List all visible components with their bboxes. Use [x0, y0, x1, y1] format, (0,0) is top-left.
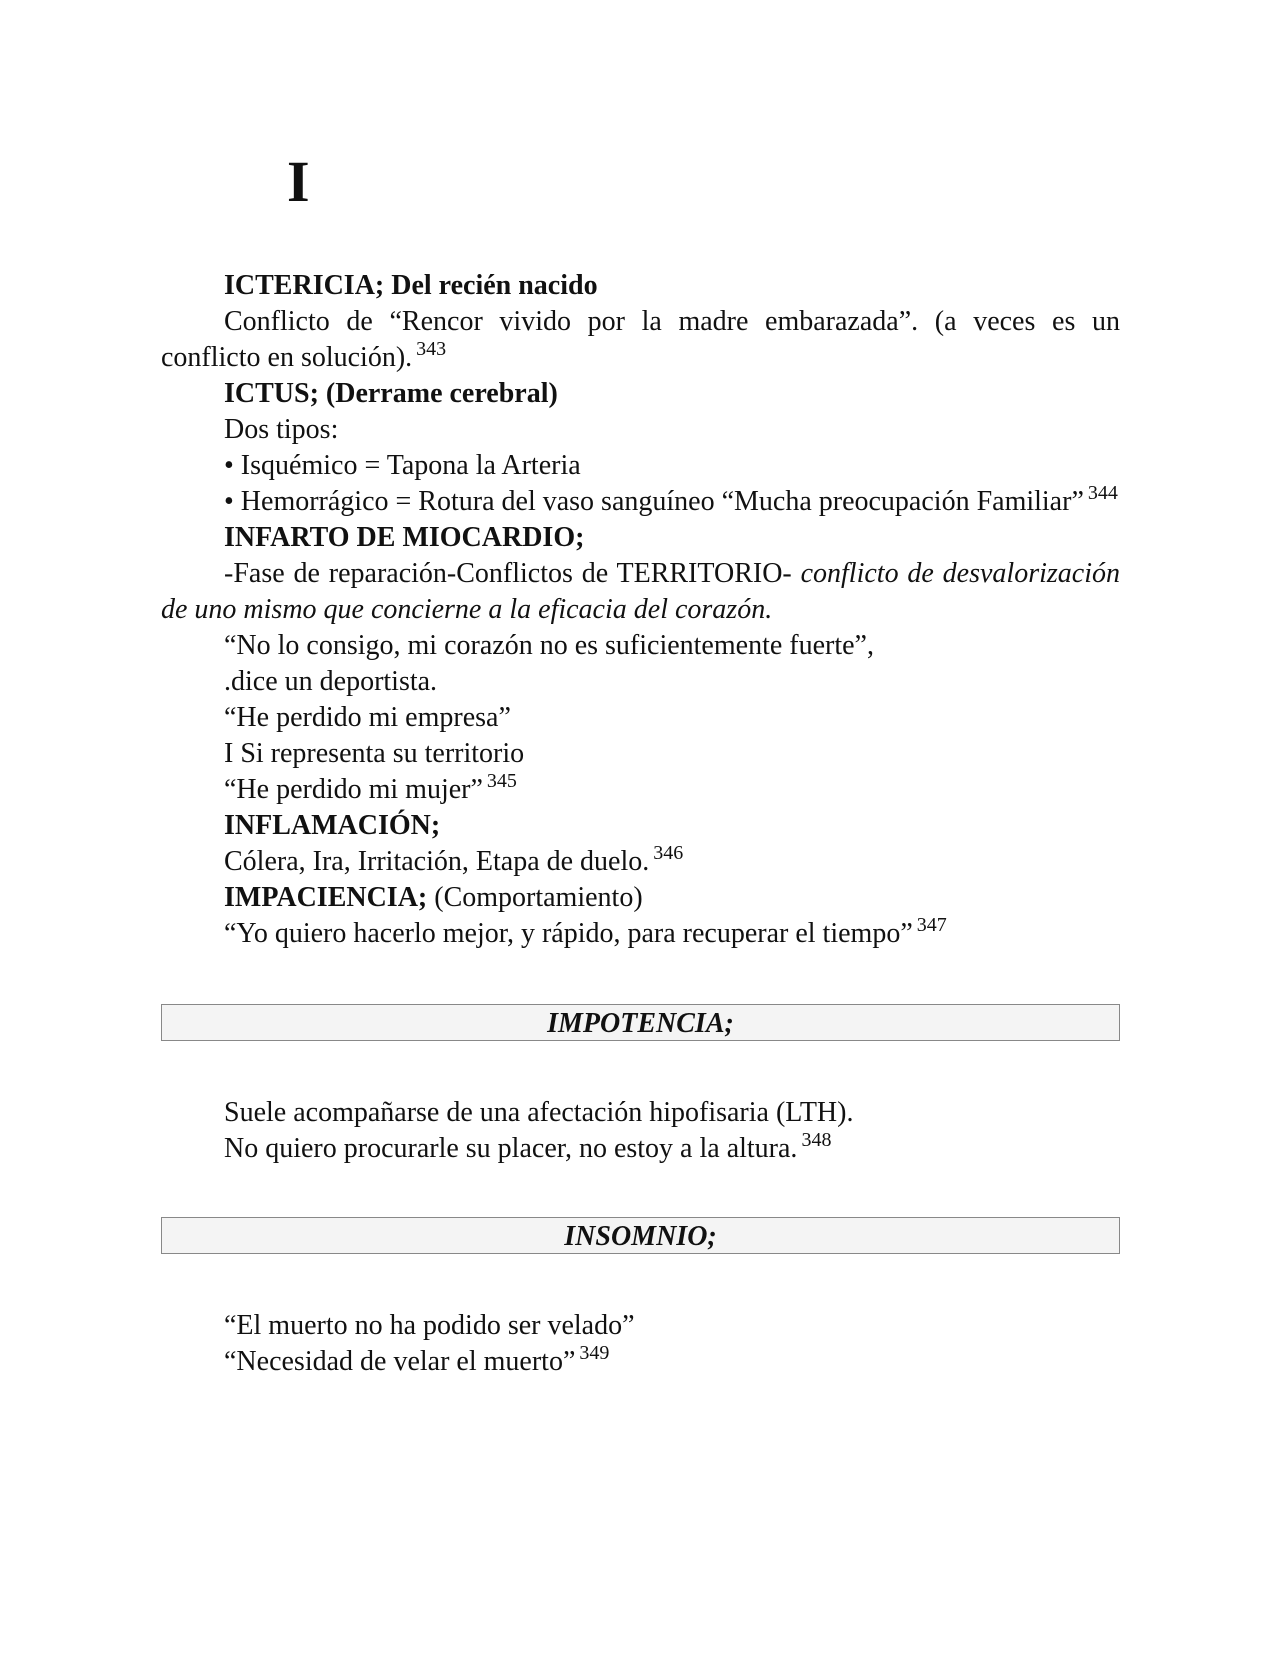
ictus-intro: Dos tipos:	[224, 414, 339, 445]
ictus-item2-text: • Hemorrágico = Rotura del vaso sanguíneo “Mucha preocupación Familiar”	[224, 486, 1084, 517]
infarto-text-plain: -Fase de reparación-Conflictos de TERRITORIO-	[224, 558, 792, 589]
impaciencia-text-body: “Yo quiero hacerlo mejor, y rápido, para recuperar el tiempo”	[224, 918, 913, 949]
boxed-heading-insomnio: INSOMNIO;	[161, 1217, 1120, 1254]
insomnio-quote-2	[161, 1344, 1120, 1380]
boxed-heading-impotencia: IMPOTENCIA;	[161, 1004, 1120, 1041]
footnote-ref-344: 344	[1087, 482, 1118, 504]
footnote-ref-348: 348	[801, 1129, 832, 1151]
entry-title-ictericia: ICTERICIA; Del recién nacido	[224, 270, 598, 301]
impotencia-line2-text: No quiero procurarle su placer, no estoy a la altura.	[224, 1133, 798, 1164]
footnote-ref-346: 346	[653, 842, 684, 864]
infarto-line-4: I Si representa su territorio	[224, 738, 525, 769]
entry-title-inflamacion: INFLAMACIÓN;	[224, 810, 441, 841]
impaciencia-text	[161, 916, 1120, 952]
insomnio-line2-text: “Necesidad de velar el muerto”	[224, 1346, 576, 1377]
impotencia-line-2	[161, 1131, 1120, 1167]
impotencia-line-1: Suele acompañarse de una afectación hipofisaria (LTH).	[224, 1097, 854, 1128]
infarto-text-italic: conflicto de desvalorización de uno mismo que concierne a la eficacia del corazón.	[161, 558, 1120, 625]
ictus-item-hemorragico	[161, 484, 1120, 520]
infarto-quote-3: “He perdido mi empresa”	[224, 702, 511, 733]
footnote-ref-345: 345	[486, 770, 517, 792]
entry-title-ictus: ICTUS; (Derrame cerebral)	[224, 378, 558, 409]
footnote-ref-349: 349	[579, 1342, 610, 1364]
impaciencia-title: IMPACIENCIA;	[224, 882, 428, 913]
ictericia-text: Conflicto de “Rencor vivido por la madre embarazada”. (a veces es un conflicto en solución).	[161, 306, 1120, 373]
document-body	[161, 268, 1120, 1380]
infarto-quote-5	[161, 772, 1120, 808]
infarto-text	[161, 556, 1120, 628]
ictus-item-isquemico: • Isquémico = Tapona la Arteria	[224, 450, 581, 481]
inflamacion-text-body: Cólera, Ira, Irritación, Etapa de duelo.	[224, 846, 650, 877]
impaciencia-subtitle: (Comportamiento)	[434, 882, 643, 913]
infarto-line-2: .dice un deportista.	[224, 666, 438, 697]
entry-title-impaciencia	[161, 880, 1120, 916]
footnote-ref-347: 347	[916, 914, 947, 936]
section-letter: I	[287, 149, 310, 214]
footnote-ref-343: 343	[416, 338, 447, 360]
infarto-quote-1: “No lo consigo, mi corazón no es suficientemente fuerte”,	[224, 630, 874, 661]
inflamacion-text	[161, 844, 1120, 880]
infarto-line5-text: “He perdido mi mujer”	[224, 774, 483, 805]
entry-text-ictericia	[161, 304, 1120, 376]
insomnio-quote-1: “El muerto no ha podido ser velado”	[224, 1310, 635, 1341]
entry-title-infarto: INFARTO DE MIOCARDIO;	[224, 522, 585, 553]
